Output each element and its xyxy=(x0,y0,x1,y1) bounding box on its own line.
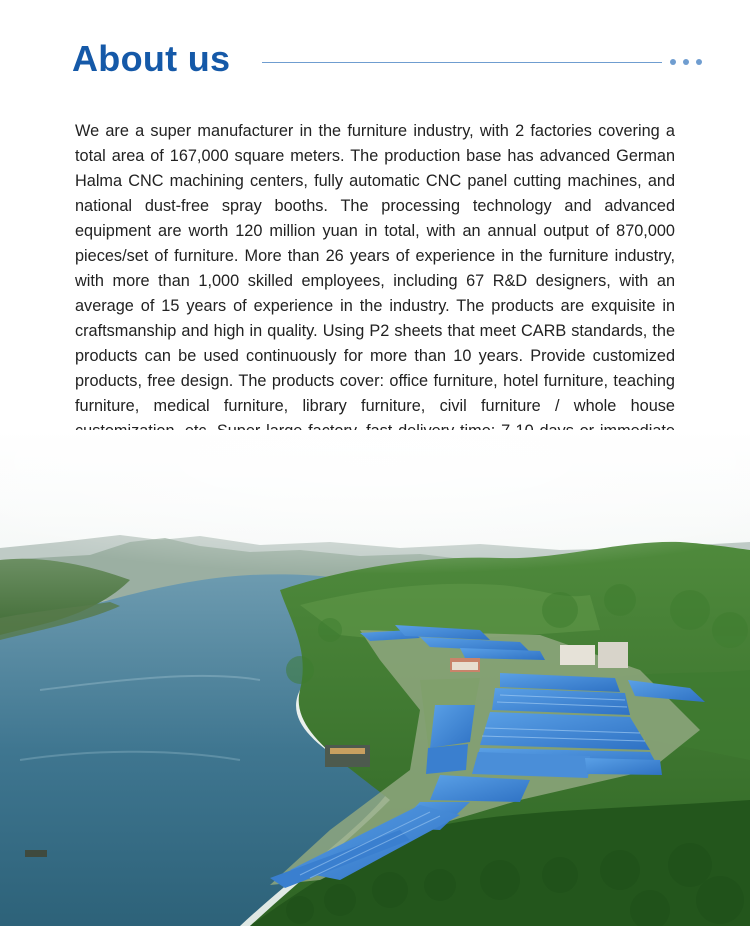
title-divider xyxy=(262,62,662,63)
factory-aerial-image xyxy=(0,430,750,926)
decorative-dots xyxy=(670,59,702,67)
dot-icon xyxy=(683,59,689,65)
dot-icon xyxy=(696,59,702,65)
about-paragraph: We are a super manufacturer in the furniture industry, with 2 factories covering a total area of 167,000 square meters. The production base has advanced German Halma CNC machining centers, fully automatic CNC panel cutting machines, and national dust-free spray booths. The processing technology and advanced equipment are worth 120 million yuan in total, with an annual output of 870,000 pieces/set of furniture. More than 26 years of experience in the furniture industry, with more than 1,000 skilled employees, including 67 R&D designers, with an average of 15 years of experience in the industry. The products are exquisite in craftsmanship and high in quality. Using P2 sheets that meet CARB standards, the products can be used continuously for more than 10 years. Provide customized products, free design. The products cover: office furniture, hotel furniture, teaching furniture, medical furniture, library furniture, civil furniture / whole house xyxy=(75,122,675,415)
dot-icon xyxy=(670,59,676,65)
header xyxy=(0,0,750,110)
page-title: About us xyxy=(72,38,231,79)
